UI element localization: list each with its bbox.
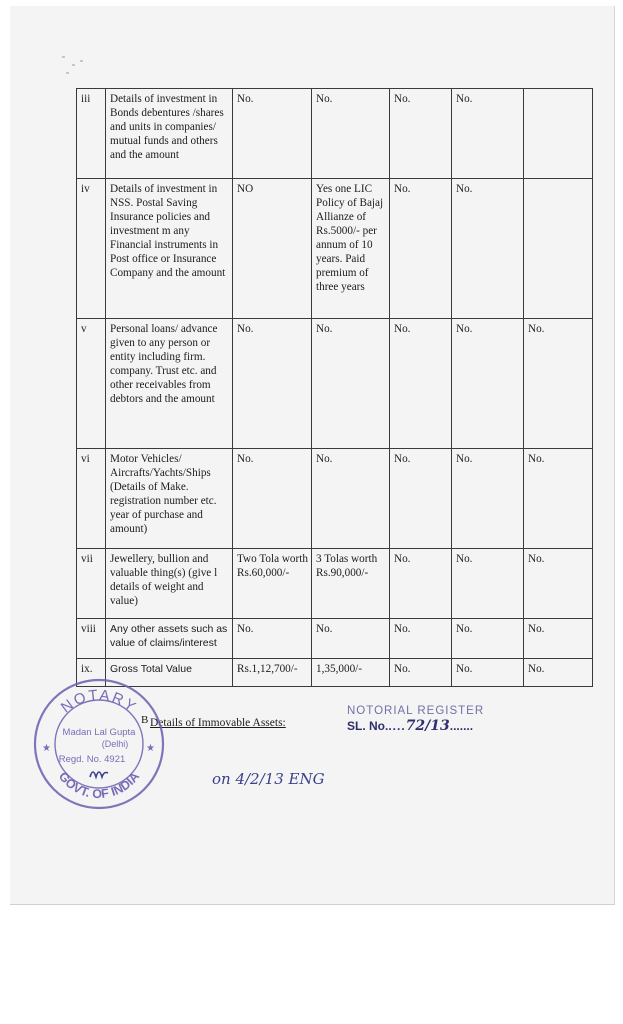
- svg-text:★: ★: [146, 743, 155, 754]
- row-description: Gross Total Value: [106, 659, 233, 687]
- stamp-name: Madan Lal Gupta: [62, 727, 136, 738]
- section-heading: Details of Immovable Assets:: [150, 717, 286, 729]
- cell-dependent-3: No.: [524, 549, 593, 619]
- table-row-vii: [77, 549, 593, 619]
- cell-self: No.: [233, 319, 312, 449]
- cell-dependent-3: [524, 89, 593, 179]
- notary-stamp-icon: [32, 677, 166, 811]
- cell-self: Two Tola worth Rs.60,000/-: [233, 549, 312, 619]
- cell-spouse: 1,35,000/-: [312, 659, 390, 687]
- notorial-register: [347, 705, 484, 734]
- cell-dependent-1: No.: [390, 549, 452, 619]
- cell-dependent-2: No.: [452, 549, 524, 619]
- stamp-regd: Regd. No. 4921: [58, 754, 126, 765]
- cell-dependent-3: No.: [524, 619, 593, 659]
- svg-text:NOTARY: [58, 687, 140, 717]
- table-row-v: [77, 319, 593, 449]
- table-row-vi: [77, 449, 593, 549]
- serial-value: 72/13: [405, 718, 450, 734]
- cell-spouse: No.: [312, 449, 390, 549]
- cell-dependent-1: No.: [390, 619, 452, 659]
- cell-dependent-1: No.: [390, 319, 452, 449]
- cell-dependent-2: No.: [452, 319, 524, 449]
- cell-spouse: 3 Tolas worth Rs.90,000/-: [312, 549, 390, 619]
- table-row-iv: [77, 179, 593, 319]
- paper-specks: [58, 54, 98, 84]
- row-number: ix.: [77, 659, 106, 687]
- cell-dependent-2: No.: [452, 619, 524, 659]
- cell-dependent-2: No.: [452, 659, 524, 687]
- row-number: v: [77, 319, 106, 449]
- row-number: viii: [77, 619, 106, 659]
- svg-text:★: ★: [42, 743, 51, 754]
- stamp-top-text: NOTARY: [57, 686, 141, 717]
- cell-dependent-2: No.: [452, 89, 524, 179]
- row-number: vii: [77, 549, 106, 619]
- cell-dependent-1: No.: [390, 659, 452, 687]
- cell-dependent-1: No.: [390, 449, 452, 549]
- cell-self: NO: [233, 179, 312, 319]
- cell-dependent-2: No.: [452, 179, 524, 319]
- stamp-city: (Delhi): [101, 739, 129, 749]
- row-description: Any other assets such as value of claims/interest: [106, 619, 233, 659]
- cell-dependent-2: No.: [452, 449, 524, 549]
- table-row-iii: [77, 89, 593, 179]
- row-number: vi: [77, 449, 106, 549]
- movable-assets-table: [76, 88, 593, 687]
- cell-self: Rs.1,12,700/-: [233, 659, 312, 687]
- cell-dependent-3: No.: [524, 659, 593, 687]
- row-number: iv: [77, 179, 106, 319]
- table-row-viii: [77, 619, 593, 659]
- cell-spouse: No.: [312, 619, 390, 659]
- cell-spouse: No.: [312, 89, 390, 179]
- handwritten-note: on 4/2/13 ENG: [212, 770, 325, 788]
- row-description: Details of investment in NSS. Postal Saving Insurance policies and investment m any Financial instruments in Post office or Insurance Company and the amount: [106, 179, 233, 319]
- svg-text:GOVT. OF INDIA: [56, 769, 142, 801]
- cell-dependent-1: No.: [390, 89, 452, 179]
- cell-dependent-1: No.: [390, 179, 452, 319]
- cell-self: No.: [233, 619, 312, 659]
- cell-dependent-3: [524, 179, 593, 319]
- cell-dependent-3: No.: [524, 319, 593, 449]
- cell-self: No.: [233, 89, 312, 179]
- row-description: Personal loans/ advance given to any person or entity including firm. company. Trust etc. and other receivables from debtors and the amount: [106, 319, 233, 449]
- register-title: NOTORIAL REGISTER: [347, 705, 485, 717]
- row-description: Details of investment in Bonds debentures /shares and units in companies/ mutual funds and others and the amount: [106, 89, 233, 179]
- section-letter: B: [141, 714, 149, 726]
- stamp-bottom-text: GOVT. OF INDIA: [55, 769, 143, 802]
- cell-spouse: No.: [312, 319, 390, 449]
- cell-spouse: Yes one LIC Policy of Bajaj Allianze of Rs.5000/- per annum of 10 years. Paid premium of three years: [312, 179, 390, 319]
- cell-self: No.: [233, 449, 312, 549]
- row-number: iii: [77, 89, 106, 179]
- register-serial: SL. No.....72/13.......: [347, 718, 474, 734]
- serial-label: SL. No.: [347, 719, 389, 733]
- row-description: Jewellery, bullion and valuable thing(s) (give l details of weight and value): [106, 549, 233, 619]
- cell-dependent-3: No.: [524, 449, 593, 549]
- row-description: Motor Vehicles/ Aircrafts/Yachts/Ships (Details of Make. registration number etc. year of purchase and amount): [106, 449, 233, 549]
